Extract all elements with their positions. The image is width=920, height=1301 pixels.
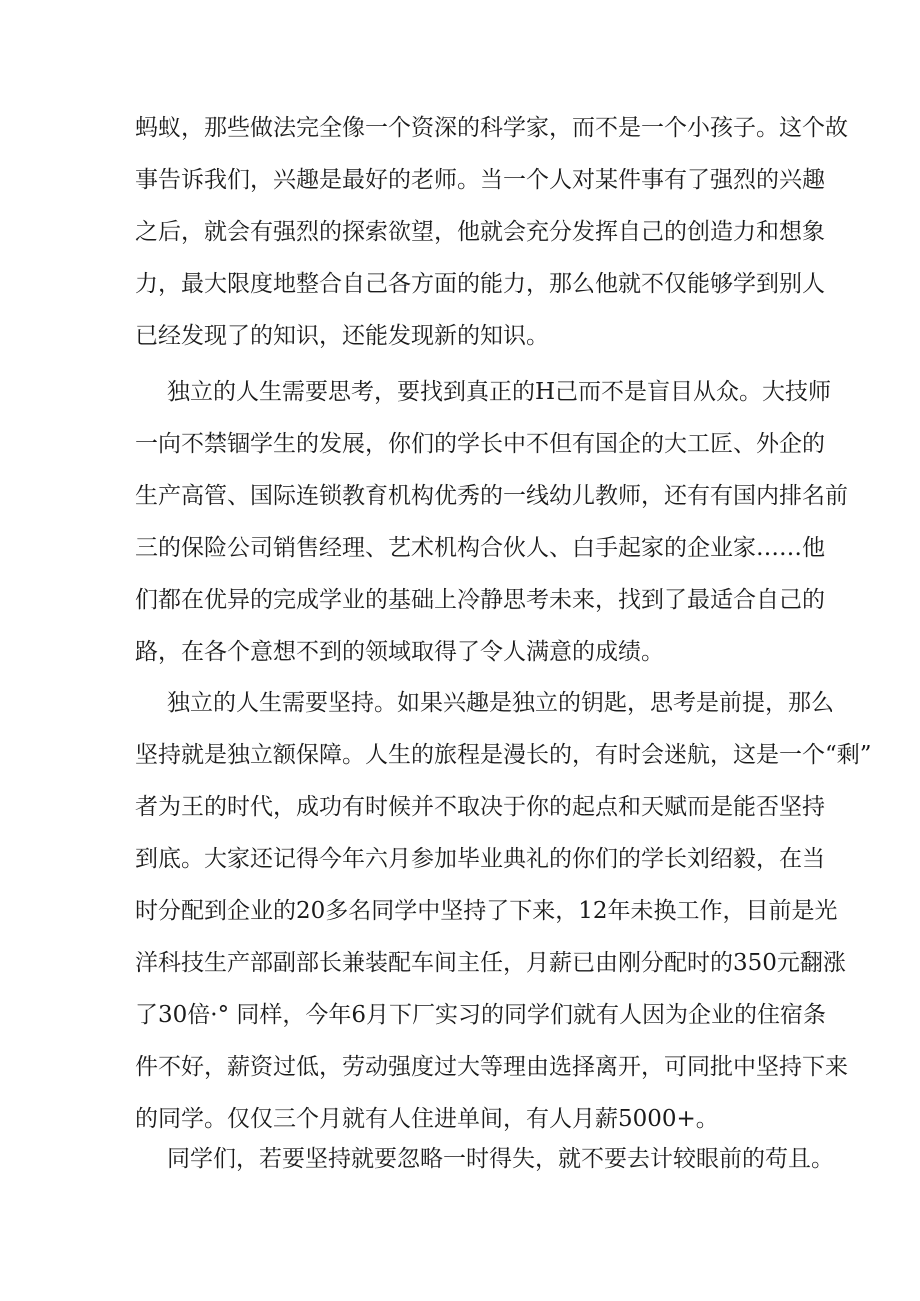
text-line: 洋科技生产部副部长兼装配车间主任，月薪已由刚分配时的350元翻涨 xyxy=(135,950,846,976)
paragraph-interest xyxy=(135,113,848,373)
text-line: 独立的人生需要思考，要找到真正的H己而不是盲目从众。大技师 xyxy=(167,379,832,405)
text-line: 之后，就会有强烈的探索欲望，他就会充分发挥自己的创造力和想象 xyxy=(135,219,825,245)
text-line: 事告诉我们，兴趣是最好的老师。当一个人对某件事有了强烈的兴趣 xyxy=(135,167,825,193)
text-line: 生产高管、国际连锁教育机构优秀的一线幼儿教师，还有有国内排名前 xyxy=(135,483,848,509)
text-line: 一向不禁锢学生的发展，你们的学长中不但有国企的大工匠、外企的 xyxy=(135,431,825,457)
text-line: 者为王的时代，成功有时候并不取决于你的起点和天赋而是能否坚持 xyxy=(135,794,825,820)
paragraph-persistence xyxy=(135,688,872,1156)
text-line: 时分配到企业的20多名同学中坚持了下来，12年未换工作，目前是光 xyxy=(135,898,838,924)
text-line: 们都在优异的完成学业的基础上冷静思考未来，找到了最适合自己的 xyxy=(135,587,825,613)
text-line: 的同学。仅仅三个月就有人住进单间，有人月薪5000+。 xyxy=(135,1106,719,1132)
text-line: 件不好，薪资过低，劳动强度过大等理由选择离开，可同批中坚持下来 xyxy=(135,1054,848,1080)
text-line: 坚持就是独立额保障。人生的旅程是漫长的，有时会迷航，这是一个“剩” xyxy=(135,742,872,768)
text-line: 到底。大家还记得今年六月参加毕业典礼的你们的学长刘绍毅，在当 xyxy=(135,846,825,872)
text-line: 了30倍·° 同样，今年6月下厂实习的同学们就有人因为企业的住宿条 xyxy=(135,1002,827,1028)
text-line: 路，在各个意想不到的领域取得了令人满意的成绩。 xyxy=(135,639,664,665)
paragraph-thinking xyxy=(135,377,848,689)
text-line: 已经发现了的知识，还能发现新的知识。 xyxy=(135,323,549,349)
text-line: 蚂蚁，那些做法完全像一个资深的科学家，而不是一个小孩子。这个故 xyxy=(135,115,848,141)
text-line: 同学们，若要坚持就要忽略一时得失，就不要去计较眼前的苟且。 xyxy=(167,1146,834,1172)
text-line: 三的保险公司销售经理、艺术机构合伙人、白手起家的企业家……他 xyxy=(135,535,825,561)
paragraph-closing xyxy=(135,1144,834,1196)
text-line: 独立的人生需要坚持。如果兴趣是独立的钥匙，思考是前提，那么 xyxy=(167,690,834,716)
text-line: 力，最大限度地整合自己各方面的能力，那么他就不仅能够学到别人 xyxy=(135,271,825,297)
